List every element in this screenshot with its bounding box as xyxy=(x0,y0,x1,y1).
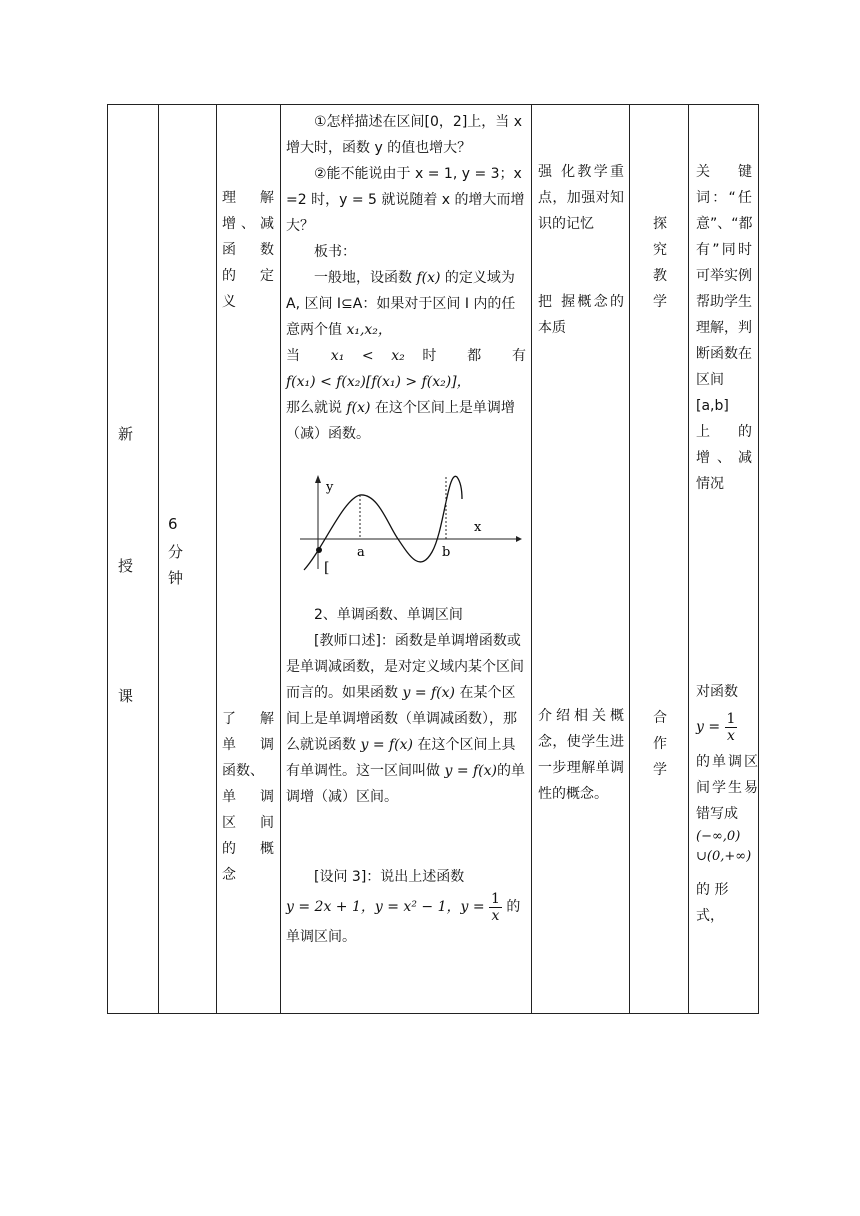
definition-inequality: f(x₁) < f(x₂)[f(x₁) > f(x₂)]， xyxy=(286,374,471,390)
bracket-mark: [ xyxy=(324,560,330,575)
section-char: 新 xyxy=(118,425,134,443)
intent-concept: 介绍相关概念，使学生进一步理解单调性的概念。 xyxy=(538,708,624,802)
content-upper xyxy=(286,109,526,447)
section-char: 课 xyxy=(118,687,134,705)
a-label: a xyxy=(357,545,365,560)
section-char: 授 xyxy=(118,557,134,575)
time-unit: 钟 xyxy=(168,569,184,587)
curve-dot xyxy=(316,547,322,553)
y-label: y xyxy=(326,480,334,495)
lesson-plan-table xyxy=(107,104,759,1014)
intent-emphasis: 强 化教学重点，加强对知识的记忆 xyxy=(538,164,624,232)
definition: 一般地，设函数 f(x) 的定义域为 A, 区间 I⊆A：如果对于区间 I 内的任意两个值 x₁,x₂， xyxy=(286,270,516,338)
column-divider xyxy=(531,105,532,1013)
b-label: b xyxy=(442,545,451,560)
method-cooperate: 合 作 学 xyxy=(653,710,667,778)
column-divider xyxy=(688,105,689,1013)
fraction: $\frac{1}{x}$ xyxy=(491,890,500,924)
function-graph xyxy=(298,469,523,575)
intent-essence: 把 握概念的本质 xyxy=(538,294,624,336)
question-3: [设问 3]：说出上述函数 xyxy=(314,869,465,885)
column-divider xyxy=(280,105,281,1013)
column-divider xyxy=(158,105,159,1013)
goal-definition: 理 解 增、减 函 数 的 定 义 xyxy=(222,190,274,310)
section-heading: 2、单调函数、单调区间 xyxy=(314,607,463,623)
teacher-explanation: [教师口述]：函数是单调增函数或是单调减函数，是对定义域内某个区间而言的。如果函数 y = f(x) 在某个区间上是单调增函数（单调减函数），那么就说函数 y = f(x) 在这个区间上具有单调性。这一区间叫做 y = f(x)的单调增（减）区间。 xyxy=(286,633,525,805)
column-divider xyxy=(629,105,630,1013)
definition-conclusion: 那么就说 f(x) 在这个区间上是单调增（减）函数。 xyxy=(286,400,515,442)
method-explore: 探 究 教 学 xyxy=(653,216,667,310)
board-label: 板书： xyxy=(314,244,356,260)
note-keywords: 关 键 词：“任意”、“都有”同时可举实例帮助学生理解，判断函数在区间 [a,b] 上 的 增、减 情况 xyxy=(696,164,753,492)
time-number: 6 xyxy=(168,515,178,533)
question-2: ②能不能说由于 x = 1, y = 3；x =2 时，y = 5 就说随着 x 的增大而增大？ xyxy=(286,166,525,234)
time-unit: 分 xyxy=(168,543,184,561)
goal-monotonic-interval: 了 解 单 调 函数、 单 调 区 间 的 概 念 xyxy=(222,711,274,883)
x-axis-arrow xyxy=(516,536,522,542)
content-lower xyxy=(286,602,526,950)
column-divider xyxy=(216,105,217,1013)
definition-condition: 当 x₁ < x₂ 时 都 有 xyxy=(286,348,527,364)
question-1: ①怎样描述在区间[0，2]上，当 x 增大时，函数 y 的值也增大？ xyxy=(286,114,523,156)
x-label: x xyxy=(474,520,482,535)
y-axis-arrow xyxy=(315,475,321,483)
question-3-functions: y = 2x + 1，y = x² − 1，y = $\frac{1}{x}$ 的 xyxy=(286,890,521,924)
note-reciprocal: 对函数 y = $\frac{1}{x}$ 的单调区间学生易错写成 (−∞,0) ∪(0,+∞) 的 形 式， xyxy=(696,684,758,924)
question-3-end: 单调区间。 xyxy=(286,929,356,945)
fraction: $\frac{1}{x}$ xyxy=(726,710,736,744)
